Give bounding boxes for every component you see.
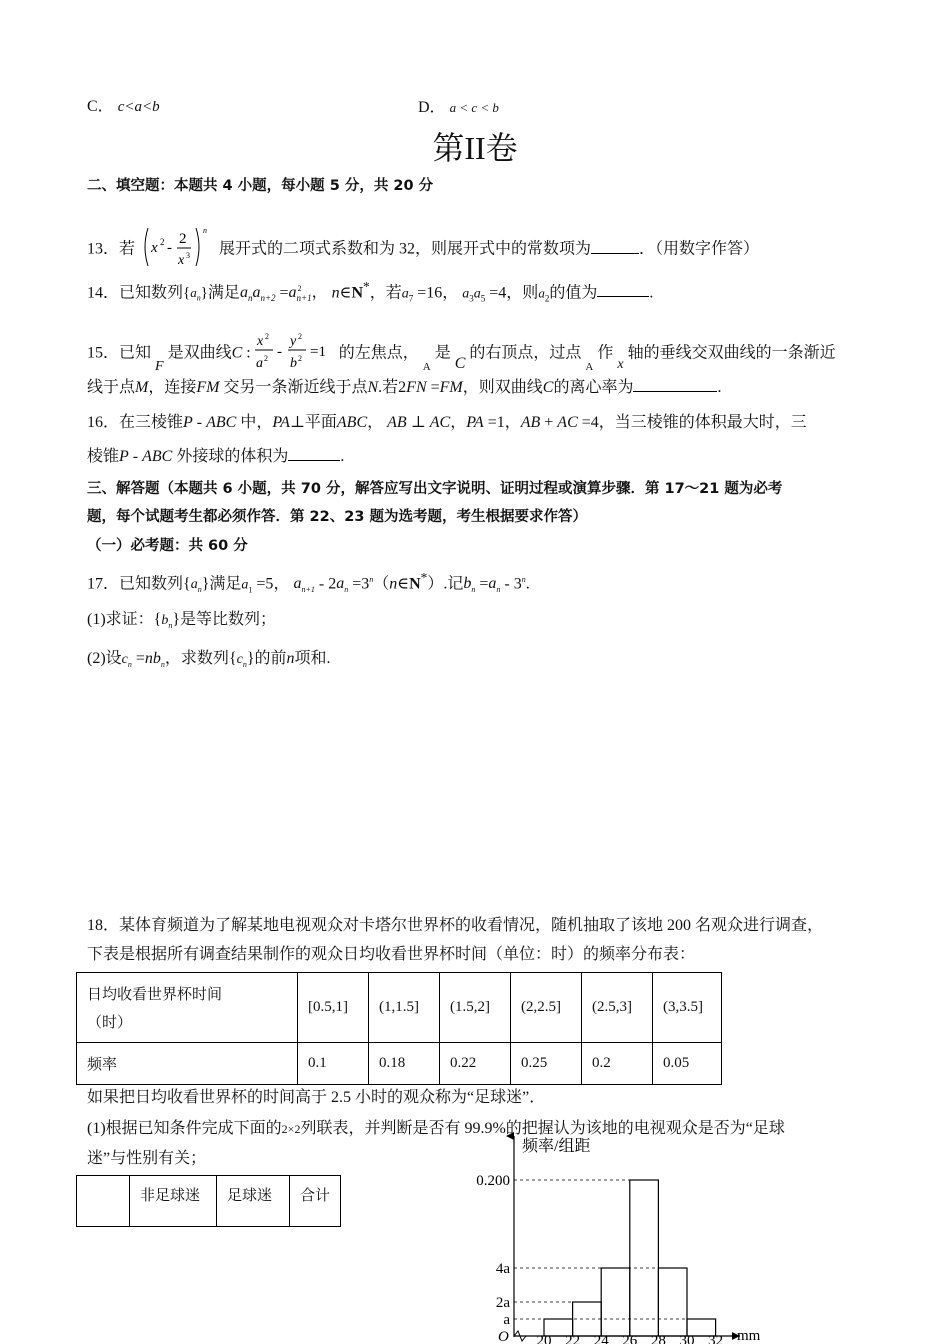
svg-text:y: y	[289, 334, 296, 349]
contingency-table-header-row	[77, 1176, 341, 1227]
q16-blank	[288, 446, 340, 461]
origin-label: O	[498, 1329, 509, 1344]
freq-cell: 0.25	[511, 1043, 582, 1085]
svg-text:2: 2	[160, 237, 165, 247]
question-18-definition: 如果把日均收看世界杯的时间高于 2.5 小时的观众称为“足球迷”．	[87, 1089, 546, 1106]
freq-cell: 0.18	[369, 1043, 440, 1085]
question-16-line1: 16．在三棱锥P - ABC 中，PA⊥平面ABC， AB ⊥ AC，PA =1，AB + AC =4，当三棱锥的体积最大时，三	[87, 414, 807, 431]
option-c	[87, 93, 160, 116]
svg-text:x: x	[256, 334, 263, 349]
part3-heading-line2: 题，每个试题考生都必须作答．第 22、23 题为选考题，考生根据要求作答）	[87, 509, 587, 525]
contingency-corner-cell	[77, 1176, 130, 1227]
q15-blank	[633, 377, 717, 392]
option-c-text: c<a<b	[117, 99, 160, 115]
y-tick-label: 2a	[495, 1295, 510, 1311]
y-tick-label: a	[503, 1312, 510, 1328]
interval-cell: (3,3.5]	[653, 973, 722, 1043]
q13-formula	[141, 224, 213, 276]
contingency-header-cell: 非足球迷	[130, 1176, 217, 1227]
option-d-text: a < c < b	[449, 100, 499, 115]
histogram-bar	[658, 1268, 687, 1336]
y-ticks	[476, 1173, 715, 1328]
contingency-table	[76, 1175, 341, 1227]
question-18-line2: 下表是根据所有调查结果制作的观众日均收看世界杯时间（单位：时）的频率分布表：	[87, 946, 696, 963]
x-tick-label: 26	[622, 1333, 638, 1344]
x-tick-label: 30	[679, 1333, 695, 1344]
question-17-line1: 17．已知数列$\{a_n\}$满足$a_1 =5$， $a_{n+1} - 2a_n$ $=3^n(n\in N^*)$.记$b_n =a_n - 3^n$.	[87, 570, 530, 595]
freq-cell: 0.22	[440, 1043, 511, 1085]
y-axis-label: 频率/组距	[522, 1138, 591, 1155]
svg-text:3: 3	[186, 251, 191, 260]
interval-cell: (2.5,3]	[582, 973, 653, 1043]
q14-blank	[597, 282, 649, 297]
histogram	[440, 1132, 780, 1344]
question-18-part1-line1: (1)根据已知条件完成下面的2×2列联表，并判断是否有 99.9%的把握认为该地的电视观众是否为“足球	[87, 1120, 785, 1137]
histogram-bar	[601, 1268, 630, 1336]
svg-text:2: 2	[264, 332, 269, 341]
section-title: 第II卷	[432, 130, 518, 166]
y-tick-label: 0.200	[476, 1173, 510, 1189]
svg-text:-: -	[167, 240, 173, 256]
x-tick-label: 32	[708, 1333, 724, 1344]
option-d	[418, 94, 499, 117]
x-tick-label: 28	[650, 1333, 666, 1344]
frequency-table	[76, 972, 722, 1085]
contingency-header-cell: 合计	[290, 1176, 341, 1227]
histogram-bar	[630, 1180, 659, 1336]
part2-heading: 二、填空题：本题共 4 小题，每小题 5 分，共 20 分	[87, 178, 434, 194]
option-c-label: C．	[87, 98, 114, 115]
svg-text:2: 2	[297, 354, 302, 363]
interval-cell: (1.5,2]	[440, 973, 511, 1043]
svg-text:b: b	[289, 356, 297, 371]
question-16-line2: 棱锥P - ABC 外接球的体积为 .	[87, 448, 345, 465]
svg-text:2: 2	[179, 231, 187, 247]
interval-cell: (2,2.5]	[511, 973, 582, 1043]
question-17-part1: (1)求证：$\{b_n\}$是等比数列；	[87, 611, 277, 630]
svg-text:-: -	[276, 344, 282, 360]
question-15-line1: 15．已知 F 是双曲线C : x 2 a 2 - y 2 b 2 =1 的左焦点， $_A$ 是 C 的右顶点，过点 $_A$ 作 x 轴的垂线交双曲线的一条渐近	[87, 332, 836, 374]
x-tick-label: 20	[536, 1333, 552, 1344]
freq-cell: 0.2	[582, 1043, 653, 1085]
x-tick-label: 24	[593, 1333, 609, 1344]
x-ticks	[537, 1333, 724, 1344]
question-17-part2: (2)设$c_n =nb_n$，求数列$\{c_n\}$的前n项和.	[87, 650, 331, 670]
y-tick-label: 4a	[495, 1261, 510, 1277]
x-axis-unit: mm	[737, 1328, 761, 1344]
q13-blank	[591, 239, 639, 254]
svg-text:a: a	[255, 356, 263, 371]
x-tick-label: 22	[565, 1333, 581, 1344]
svg-text:x: x	[151, 240, 158, 256]
svg-text:x: x	[178, 253, 185, 268]
svg-text:n: n	[203, 226, 208, 235]
svg-text:2: 2	[297, 332, 302, 341]
frequency-table-header: 日均收看世界杯时间 （时）	[77, 973, 298, 1043]
interval-cell: [0.5,1]	[298, 973, 369, 1043]
interval-cell: (1,1.5]	[369, 973, 440, 1043]
freq-cell: 0.05	[653, 1043, 722, 1085]
freq-cell: 0.1	[298, 1043, 369, 1085]
part3-heading-line1: 三、解答题（本题共 6 小题，共 70 分，解答应写出文字说明、证明过程或演算步骤．第 17～21 题为必考	[87, 481, 783, 497]
question-15-line2: 线于点M，连接FM 交另一条渐近线于点N.若2FN =FM，则双曲线C的离心率为 .	[87, 379, 722, 396]
part3-subheading: （一）必考题：共 60 分	[87, 538, 248, 554]
frequency-table-header-row	[77, 973, 722, 1043]
question-18-line1: 18．某体育频道为了解某地电视观众对卡塔尔世界杯的收看情况，随机抽取了该地 200 名观众进行调查，	[87, 917, 824, 934]
question-18-part1-line2: 迷”与性别有关；	[87, 1150, 207, 1167]
question-14: 14．已知数列$\{a_n\}$满足$a_na_{n+2} =a_{n+1}^2$ ， n∈N*，若$a_7 =16$， $a_3a_5 =4$，则$a_2$的值为 .	[87, 279, 654, 304]
svg-text:2: 2	[263, 354, 268, 363]
svg-text:=1: =1	[309, 344, 326, 360]
freq-label-cell: 频率	[77, 1043, 298, 1085]
question-13: 13．若 x 2 - 2 x 3 n 展开式的二项式系数和为 32，则展开式中的常数项为 ．（用数字作答）	[87, 224, 759, 276]
frequency-table-value-row	[77, 1043, 722, 1085]
bars	[544, 1180, 716, 1336]
option-d-label: D．	[418, 99, 446, 116]
contingency-header-cell: 足球迷	[217, 1176, 290, 1227]
